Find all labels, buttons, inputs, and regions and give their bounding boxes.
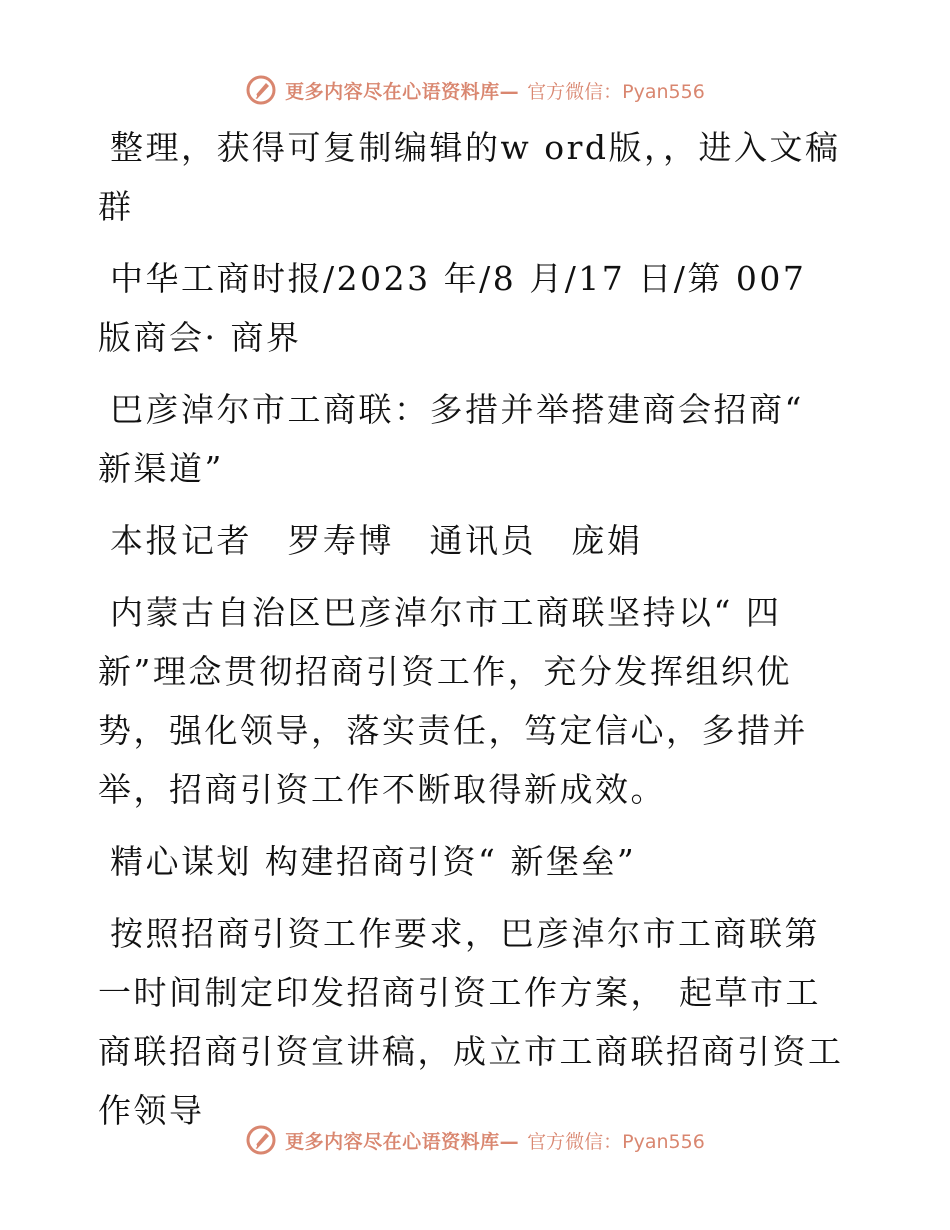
section-heading: 精心谋划 构建招商引资“ 新堡垒”	[110, 842, 637, 881]
body-paragraph: 按照招商引资工作要求，巴彦淖尔市工商联第一时间制定印发招商引资工作方案， 起草市工商联招商引资宣讲稿，成立市工商联招商引资工作领导	[98, 914, 844, 1130]
footer-watermark	[0, 1120, 950, 1160]
document-body	[98, 118, 850, 1153]
watermark-contact: 官方微信：Pyan556	[527, 1130, 705, 1153]
header-watermark	[0, 70, 950, 110]
watermark-title: 更多内容尽在心语资料库—	[285, 80, 520, 103]
intro-line: 整理，获得可复制编辑的w ord版，，进入文稿群	[98, 128, 841, 226]
source-line: 中华工商时报/2023 年/8 月/17 日/第 007 版商会· 商界	[98, 259, 807, 357]
watermark-title: 更多内容尽在心语资料库—	[285, 1130, 520, 1153]
byline: 本报记者 罗寿博 通讯员 庞娟	[110, 521, 643, 560]
pen-seal-icon	[245, 1124, 277, 1156]
body-paragraph: 内蒙古自治区巴彦淖尔市工商联坚持以“ 四新”理念贯彻招商引资工作，充分发挥组织优势，强化领导，落实责任，笃定信心，多措并举，招商引资工作不断取得新成效。	[98, 593, 808, 809]
article-title: 巴彦淖尔市工商联：多措并举搭建商会招商“ 新渠道”	[98, 390, 804, 488]
pen-seal-icon	[245, 74, 277, 106]
watermark-contact: 官方微信：Pyan556	[527, 80, 705, 103]
